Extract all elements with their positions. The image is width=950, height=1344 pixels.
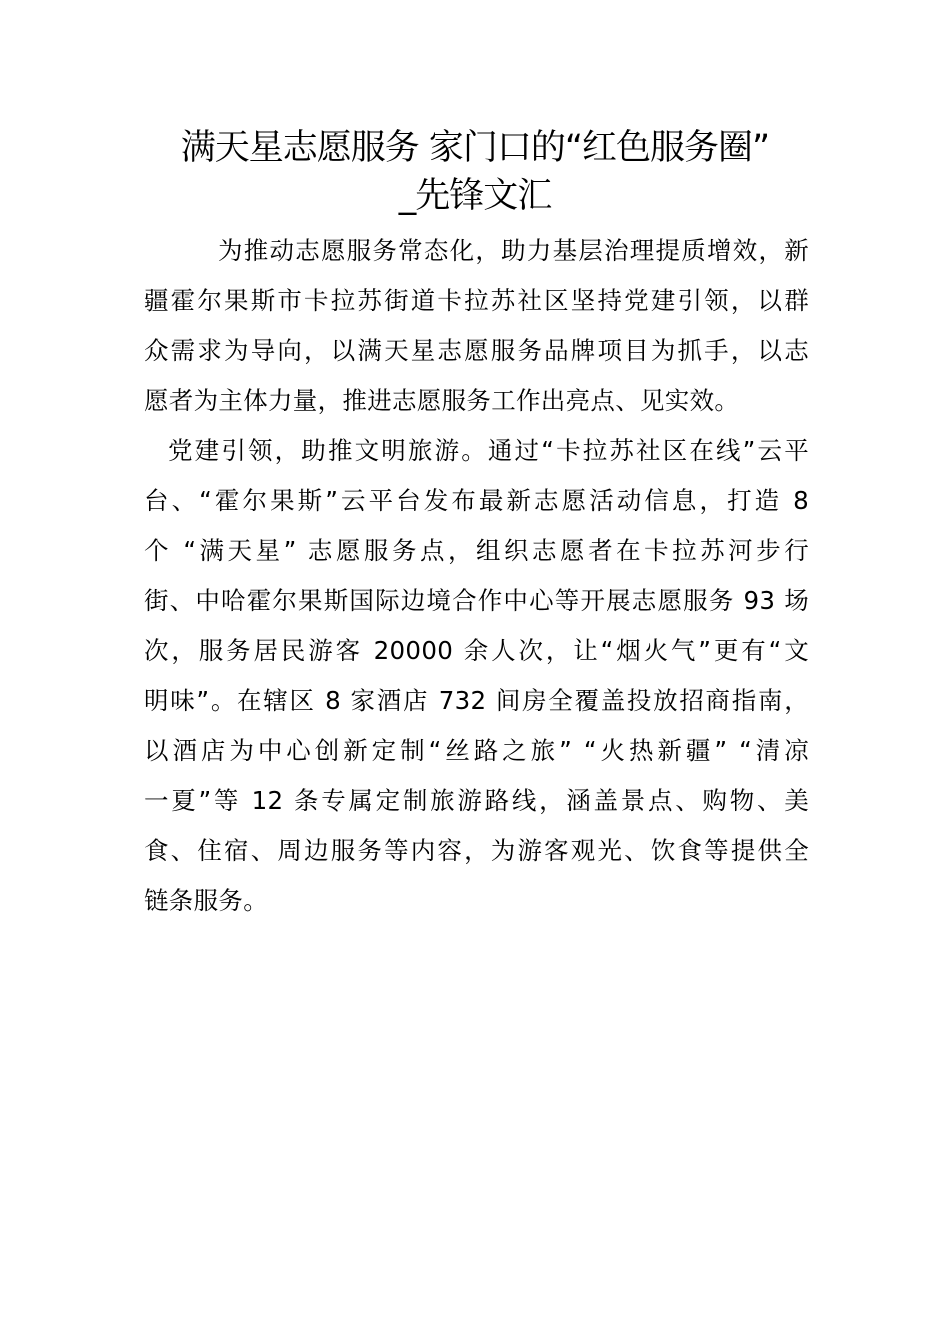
text-line: 众需求为导向，以满天星志愿服务品牌项目为抓手，以志 — [144, 336, 809, 365]
text-line: 一夏”等 12 条专属定制旅游路线，涵盖景点、购物、美 — [144, 786, 809, 815]
text-line: 党建引领，助推文明旅游。通过“卡拉苏社区在线”云平 — [168, 436, 809, 465]
document-body — [144, 226, 809, 926]
text-line: 明味”。在辖区 8 家酒店 732 间房全覆盖投放招商指南， — [144, 686, 809, 715]
text-line: 次，服务居民游客 20000 余人次，让“烟火气”更有“文 — [144, 636, 809, 665]
text-line: 疆霍尔果斯市卡拉苏街道卡拉苏社区坚持党建引领，以群 — [144, 286, 809, 315]
text-line: 个 “满天星” 志愿服务点，组织志愿者在卡拉苏河步行 — [144, 536, 809, 565]
text-line: 为推动志愿服务常态化，助力基层治理提质增效，新 — [218, 236, 809, 265]
text-line: 愿者为主体力量，推进志愿服务工作出亮点、见实效。 — [144, 386, 740, 415]
paragraph-intro — [144, 226, 809, 426]
document-title — [130, 124, 820, 220]
paragraph-party-building — [144, 426, 809, 926]
title-line-1: 满天星志愿服务 家门口的“红色服务圈” — [180, 128, 770, 168]
title-line-2: _先锋文汇 — [398, 176, 552, 216]
text-line: 街、中哈霍尔果斯国际边境合作中心等开展志愿服务 93 场 — [144, 586, 809, 615]
text-line: 以酒店为中心创新定制“丝路之旅” “火热新疆” “清凉 — [144, 736, 809, 765]
text-line: 链条服务。 — [144, 886, 268, 915]
text-line: 台、“霍尔果斯”云平台发布最新志愿活动信息，打造 8 — [144, 486, 809, 515]
text-line: 食、住宿、周边服务等内容，为游客观光、饮食等提供全 — [144, 836, 809, 865]
